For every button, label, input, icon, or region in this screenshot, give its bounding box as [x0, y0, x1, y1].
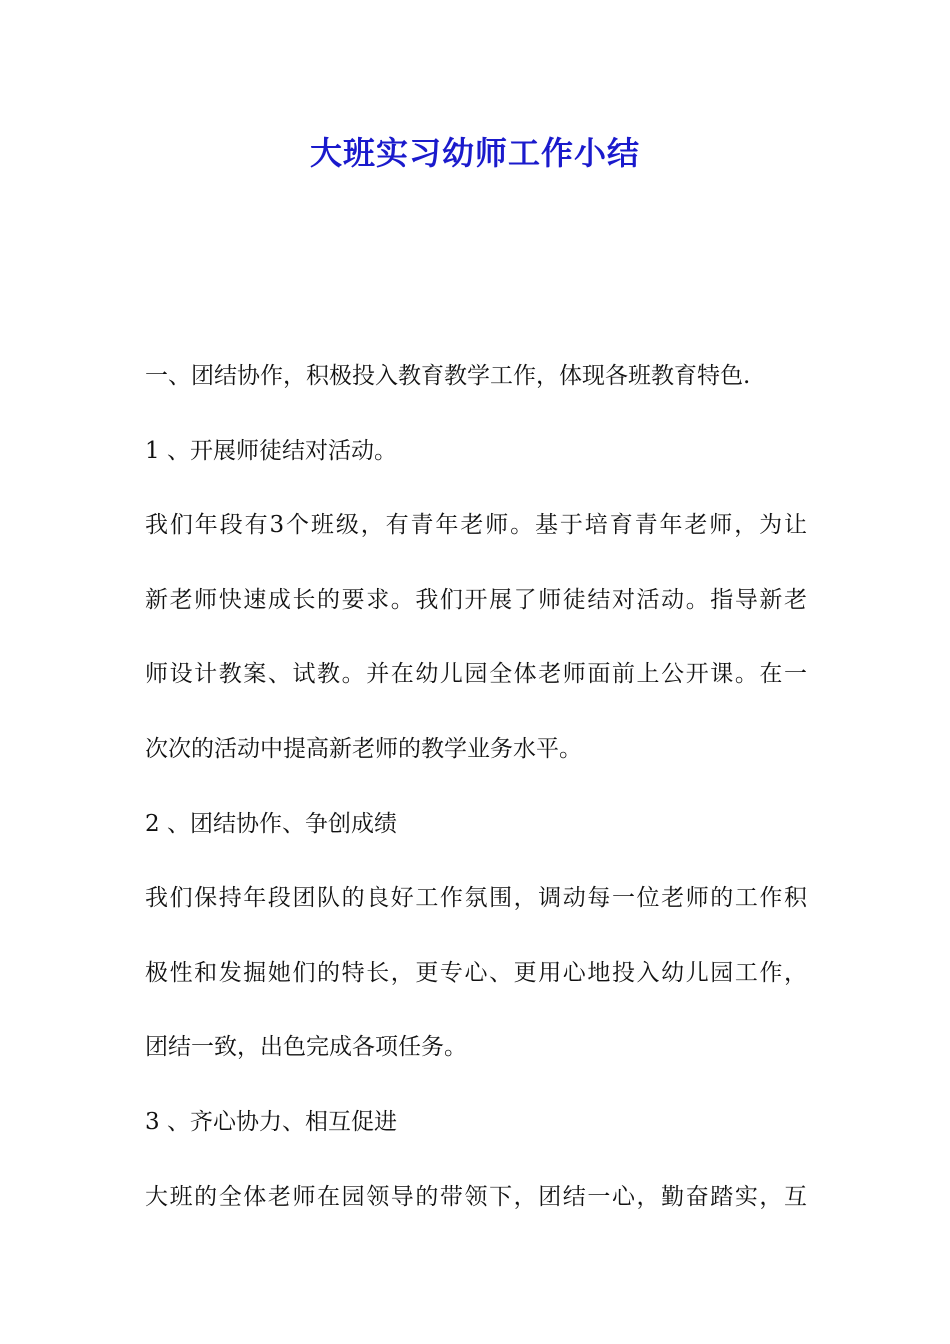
paragraph-line: 师设计教案、试教。并在幼儿园全体老师面前上公开课。在一	[145, 661, 807, 688]
subheading-2: 2 、团结协作、争创成绩	[145, 810, 397, 837]
subheading-3: 3 、齐心协力、相互促进	[145, 1108, 397, 1135]
section-heading-1: 一、团结协作，积极投入教育教学工作，体现各班教育特色.	[145, 363, 751, 389]
paragraph-line: 次次的活动中提高新老师的教学业务水平。	[145, 735, 582, 762]
paragraph-line: 团结一致，出色完成各项任务。	[145, 1034, 467, 1061]
document-body	[145, 339, 807, 1234]
paragraph-line: 极性和发掘她们的特长，更专心、更用心地投入幼儿园工作，	[145, 959, 807, 986]
paragraph-line: 新老师快速成长的要求。我们开展了师徒结对活动。指导新老	[145, 586, 807, 613]
paragraph-line: 我们年段有3个班级，有青年老师。基于培育青年老师，为让	[145, 512, 807, 539]
paragraph-line: 大班的全体老师在园领导的带领下，团结一心，勤奋踏实，互	[145, 1183, 807, 1210]
paragraph-line: 我们保持年段团队的良好工作氛围，调动每一位老师的工作积	[145, 885, 807, 912]
document-title: 大班实习幼师工作小结	[309, 134, 640, 172]
subheading-1: 1 、开展师徒结对活动。	[145, 437, 397, 464]
